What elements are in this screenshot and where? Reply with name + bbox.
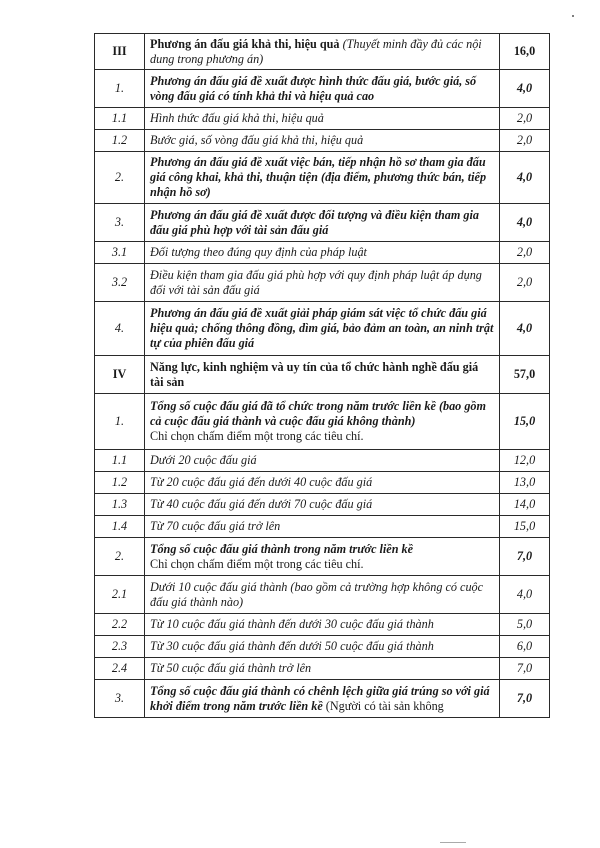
table-row bbox=[95, 130, 550, 152]
row-score: 4,0 bbox=[500, 204, 550, 242]
criterion-text: Từ 10 cuộc đấu giá thành đến dưới 30 cuộc đấu giá thành bbox=[150, 617, 434, 631]
criterion-text: Phương án đấu giá đề xuất giải pháp giám sát việc tổ chức đấu giá hiệu quả; chống thông đồng, dìm giá, bảo đảm an toàn, an ninh trật tự của phiên đấu giá bbox=[150, 306, 494, 350]
row-number: III bbox=[95, 34, 145, 70]
criterion-text: Điều kiện tham gia đấu giá phù hợp với quy định pháp luật áp dụng đối với tài sản đấu giá bbox=[150, 267, 482, 297]
row-score: 12,0 bbox=[500, 450, 550, 472]
row-criterion bbox=[145, 636, 500, 658]
row-criterion bbox=[145, 152, 500, 204]
criterion-instruction: (Người có tài sản không bbox=[322, 698, 444, 713]
row-score: 2,0 bbox=[500, 264, 550, 302]
row-score: 15,0 bbox=[500, 516, 550, 538]
row-number: IV bbox=[95, 356, 145, 394]
row-number: 1.3 bbox=[95, 494, 145, 516]
row-score: 16,0 bbox=[500, 34, 550, 70]
row-number: 2. bbox=[95, 152, 145, 204]
row-number: 1.2 bbox=[95, 130, 145, 152]
row-criterion bbox=[145, 242, 500, 264]
table-row bbox=[95, 34, 550, 70]
table-row bbox=[95, 450, 550, 472]
criterion-text: Phương án đấu giá đề xuất được hình thức đấu giá, bước giá, số vòng đấu giá có tính khả thi và hiệu quả cao bbox=[150, 73, 477, 103]
table-row bbox=[95, 680, 550, 718]
table-row bbox=[95, 614, 550, 636]
scoring-table bbox=[94, 33, 550, 718]
criterion-text: Tổng số cuộc đấu giá đã tổ chức trong năm trước liền kề (bao gồm cả cuộc đấu giá thành và cuộc đấu giá không thành) bbox=[150, 399, 486, 428]
table-row bbox=[95, 356, 550, 394]
row-criterion bbox=[145, 494, 500, 516]
row-number: 2.3 bbox=[95, 636, 145, 658]
criterion-text: Từ 50 cuộc đấu giá thành trở lên bbox=[150, 661, 312, 675]
row-score: 4,0 bbox=[500, 576, 550, 614]
row-number: 3.1 bbox=[95, 242, 145, 264]
row-criterion bbox=[145, 356, 500, 394]
row-score: 2,0 bbox=[500, 242, 550, 264]
row-score: 5,0 bbox=[500, 614, 550, 636]
criterion-text: Hình thức đấu giá khả thi, hiệu quả bbox=[150, 111, 324, 125]
row-number: 2.4 bbox=[95, 658, 145, 680]
table-row bbox=[95, 658, 550, 680]
table-row bbox=[95, 108, 550, 130]
row-criterion bbox=[145, 302, 500, 356]
row-criterion bbox=[145, 450, 500, 472]
criterion-note: (Thuyết minh đầy đủ các nội dung trong phương án) bbox=[150, 36, 482, 66]
row-number: 4. bbox=[95, 302, 145, 356]
criterion-text: Từ 40 cuộc đấu giá đến dưới 70 cuộc đấu giá bbox=[150, 497, 373, 511]
row-number: 1.1 bbox=[95, 450, 145, 472]
row-score: 7,0 bbox=[500, 538, 550, 576]
row-criterion bbox=[145, 264, 500, 302]
row-criterion bbox=[145, 472, 500, 494]
criterion-instruction: Chỉ chọn chấm điểm một trong các tiêu chí. bbox=[150, 429, 364, 443]
criterion-text: Tổng số cuộc đấu giá thành có chênh lệch giữa giá trúng so với giá khởi điểm trong năm trước liền kề bbox=[150, 683, 490, 713]
row-criterion bbox=[145, 614, 500, 636]
table-row bbox=[95, 494, 550, 516]
row-number: 1. bbox=[95, 70, 145, 108]
row-criterion bbox=[145, 658, 500, 680]
table-row bbox=[95, 516, 550, 538]
criterion-text: Từ 70 cuộc đấu giá trở lên bbox=[150, 519, 281, 533]
row-score: 6,0 bbox=[500, 636, 550, 658]
criterion-instruction: Chỉ chọn chấm điểm một trong các tiêu chí. bbox=[150, 556, 364, 571]
table-row bbox=[95, 302, 550, 356]
table-row bbox=[95, 264, 550, 302]
table-row bbox=[95, 394, 550, 450]
criterion-text: Dưới 20 cuộc đấu giá bbox=[150, 453, 257, 467]
row-score: 7,0 bbox=[500, 658, 550, 680]
table-row bbox=[95, 152, 550, 204]
row-criterion bbox=[145, 680, 500, 718]
row-number: 1.1 bbox=[95, 108, 145, 130]
row-score: 14,0 bbox=[500, 494, 550, 516]
row-score: 2,0 bbox=[500, 130, 550, 152]
criterion-text: Bước giá, số vòng đấu giá khả thi, hiệu quả bbox=[150, 133, 364, 147]
row-number: 3. bbox=[95, 680, 145, 718]
row-criterion bbox=[145, 130, 500, 152]
table-row bbox=[95, 204, 550, 242]
row-criterion bbox=[145, 70, 500, 108]
table-row bbox=[95, 472, 550, 494]
table-row bbox=[95, 636, 550, 658]
row-number: 1.2 bbox=[95, 472, 145, 494]
table-row bbox=[95, 576, 550, 614]
row-criterion bbox=[145, 516, 500, 538]
row-number: 2. bbox=[95, 538, 145, 576]
row-criterion bbox=[145, 394, 500, 450]
row-criterion bbox=[145, 34, 500, 70]
criterion-text: Phương án đấu giá đề xuất được đối tượng và điều kiện tham gia đấu giá phù hợp với tài sản đấu giá bbox=[150, 207, 479, 237]
row-score: 4,0 bbox=[500, 152, 550, 204]
criterion-text: Từ 20 cuộc đấu giá đến dưới 40 cuộc đấu giá bbox=[150, 475, 373, 489]
row-criterion bbox=[145, 576, 500, 614]
row-number: 1.4 bbox=[95, 516, 145, 538]
criterion-text: Năng lực, kinh nghiệm và uy tín của tổ chức hành nghề đấu giá tài sản bbox=[150, 359, 479, 389]
row-score: 7,0 bbox=[500, 680, 550, 718]
row-criterion bbox=[145, 108, 500, 130]
criterion-text: Tổng số cuộc đấu giá thành trong năm trước liền kề bbox=[150, 541, 414, 556]
row-criterion bbox=[145, 204, 500, 242]
row-score: 2,0 bbox=[500, 108, 550, 130]
row-number: 1. bbox=[95, 394, 145, 450]
table-row bbox=[95, 70, 550, 108]
table-row bbox=[95, 242, 550, 264]
scoring-table-body bbox=[95, 34, 550, 718]
row-number: 2.2 bbox=[95, 614, 145, 636]
row-score: 15,0 bbox=[500, 394, 550, 450]
criterion-text: Phương án đấu giá đề xuất việc bán, tiếp nhận hồ sơ tham gia đấu giá công khai, khả thi, thuận tiện (địa điểm, phương thức bán, tiếp nhận hồ sơ) bbox=[150, 155, 487, 199]
scan-mark-bottom bbox=[440, 842, 466, 843]
row-score: 4,0 bbox=[500, 70, 550, 108]
criterion-text: Phương án đấu giá khả thi, hiệu quả bbox=[150, 36, 340, 51]
row-score: 57,0 bbox=[500, 356, 550, 394]
table-row bbox=[95, 538, 550, 576]
scan-mark bbox=[572, 15, 574, 17]
row-number: 2.1 bbox=[95, 576, 145, 614]
row-score: 4,0 bbox=[500, 302, 550, 356]
criterion-text: Dưới 10 cuộc đấu giá thành (bao gồm cả trường hợp không có cuộc đấu giá thành nào) bbox=[150, 579, 484, 609]
row-number: 3.2 bbox=[95, 264, 145, 302]
row-number: 3. bbox=[95, 204, 145, 242]
row-criterion bbox=[145, 538, 500, 576]
criterion-text: Từ 30 cuộc đấu giá thành đến dưới 50 cuộc đấu giá thành bbox=[150, 639, 434, 653]
row-score: 13,0 bbox=[500, 472, 550, 494]
criterion-text: Đối tượng theo đúng quy định của pháp luật bbox=[150, 245, 367, 259]
